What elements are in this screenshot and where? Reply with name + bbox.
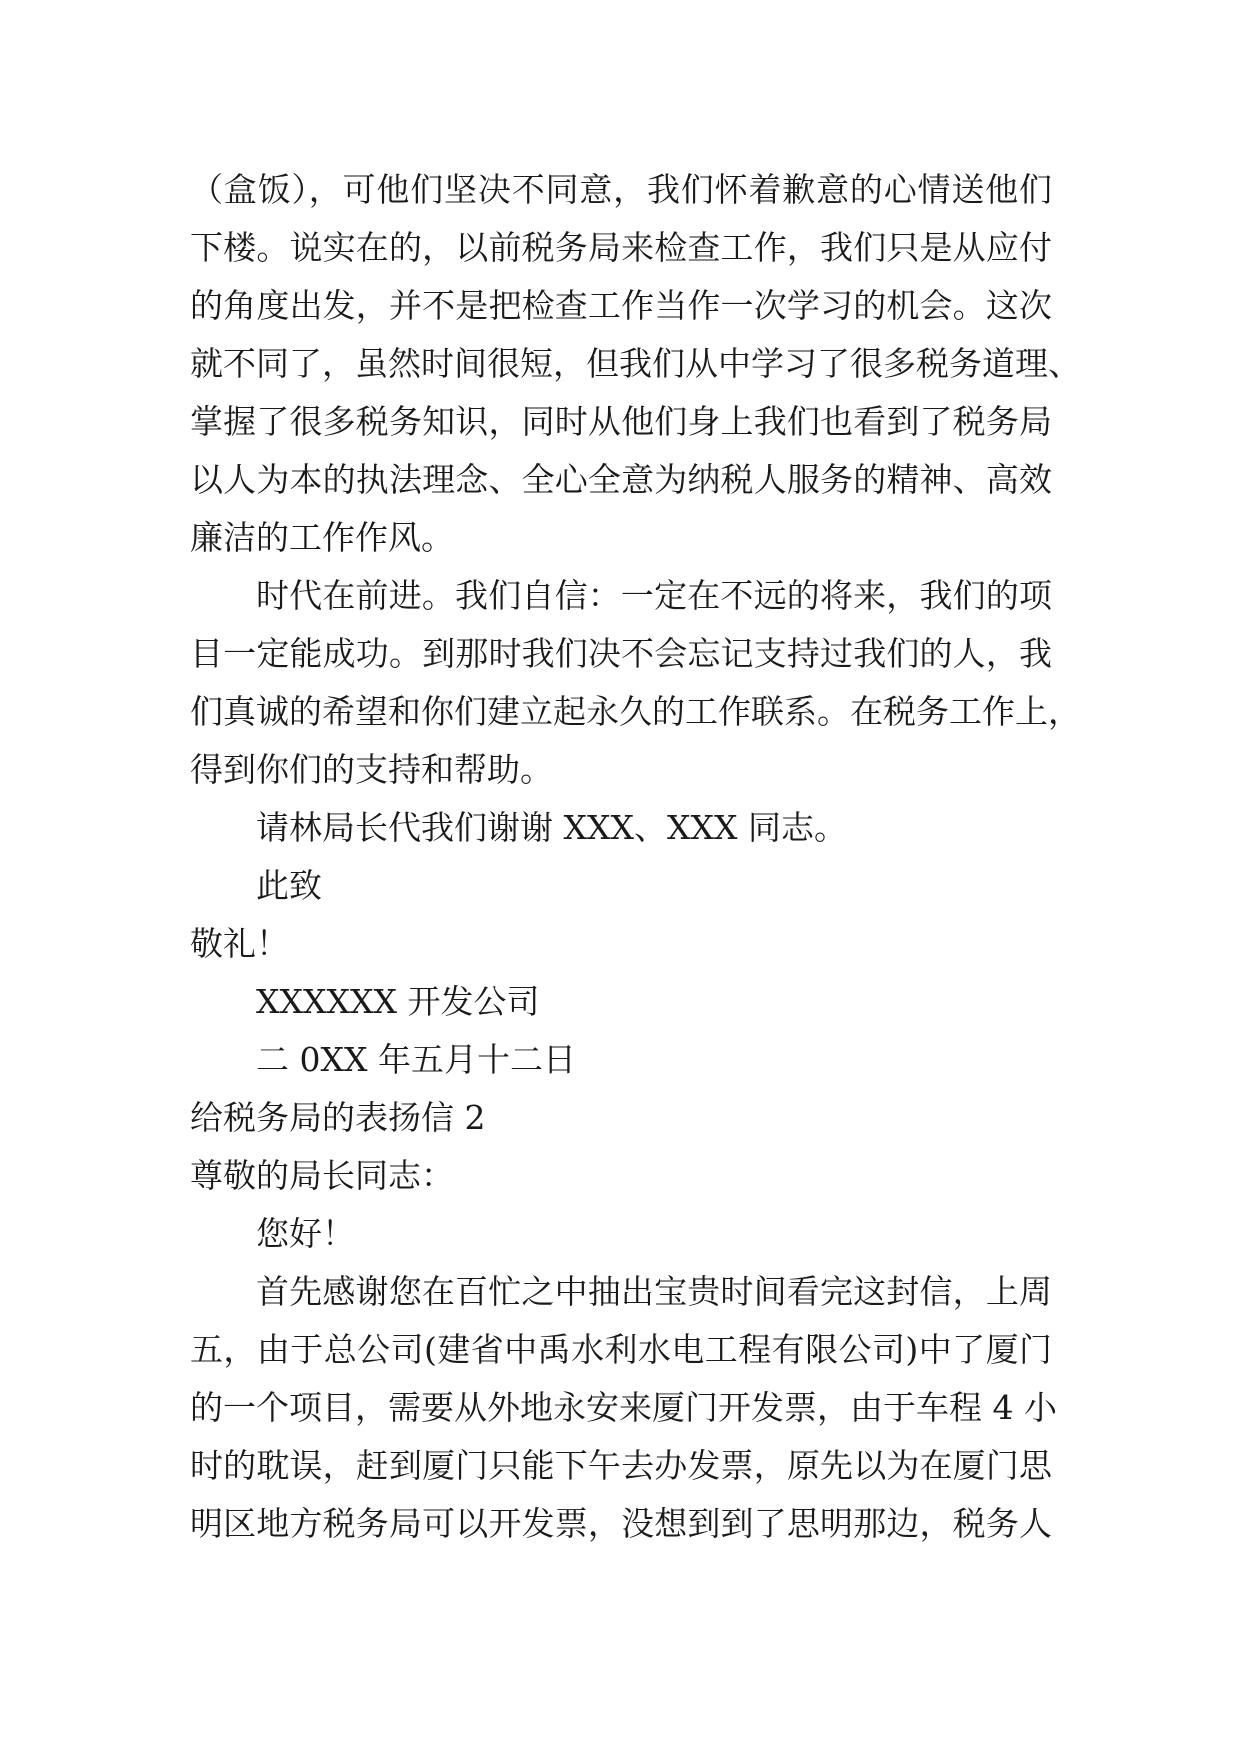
- text-line: 明区地方税务局可以开发票，没想到到了思明那边，税务人: [190, 1504, 1052, 1543]
- signature-company: XXXXXX 开发公司: [256, 982, 540, 1021]
- letter-title: 给税务局的表扬信 2: [190, 1098, 486, 1137]
- paragraph-start: 时代在前进。我们自信：一定在不远的将来，我们的项: [256, 576, 1052, 615]
- text-line: 下楼。说实在的，以前税务局来检查工作，我们只是从应付: [190, 228, 1052, 267]
- text-line: 的一个项目，需要从外地永安来厦门开发票，由于车程 4 小: [190, 1388, 1057, 1427]
- thanks-line: 请林局长代我们谢谢 XXX、XXX 同志。: [256, 808, 847, 847]
- text-line: 五，由于总公司(建省中禹水利水电工程有限公司)中了厦门: [190, 1330, 1052, 1369]
- text-line: 掌握了很多税务知识，同时从他们身上我们也看到了税务局: [190, 402, 1052, 441]
- text-line: 就不同了，虽然时间很短，但我们从中学习了很多税务道理、: [190, 344, 1081, 383]
- text-line: 的角度出发，并不是把检查工作当作一次学习的机会。这次: [190, 286, 1052, 325]
- text-line: 廉洁的工作作风。: [190, 518, 454, 557]
- greeting-hello: 您好！: [256, 1214, 355, 1253]
- text-line: 时的耽误，赶到厦门只能下午去办发票，原先以为在厦门思: [190, 1446, 1052, 1485]
- text-line: 得到你们的支持和帮助。: [190, 750, 553, 789]
- greeting-recipient: 尊敬的局长同志：: [190, 1156, 454, 1195]
- paragraph-start: 首先感谢您在百忙之中抽出宝贵时间看完这封信，上周: [256, 1272, 1052, 1311]
- signature-date: 二 0XX 年五月十二日: [256, 1040, 576, 1079]
- text-line: （盒饭），可他们坚决不同意，我们怀着歉意的心情送他们: [190, 170, 1052, 209]
- closing-salutation: 此致: [256, 866, 322, 905]
- text-line: 们真诚的希望和你们建立起永久的工作联系。在税务工作上，: [190, 692, 1081, 731]
- closing-regards: 敬礼！: [190, 924, 289, 963]
- text-line: 以人为本的执法理念、全心全意为纳税人服务的精神、高效: [190, 460, 1052, 499]
- text-line: 目一定能成功。到那时我们决不会忘记支持过我们的人，我: [190, 634, 1052, 673]
